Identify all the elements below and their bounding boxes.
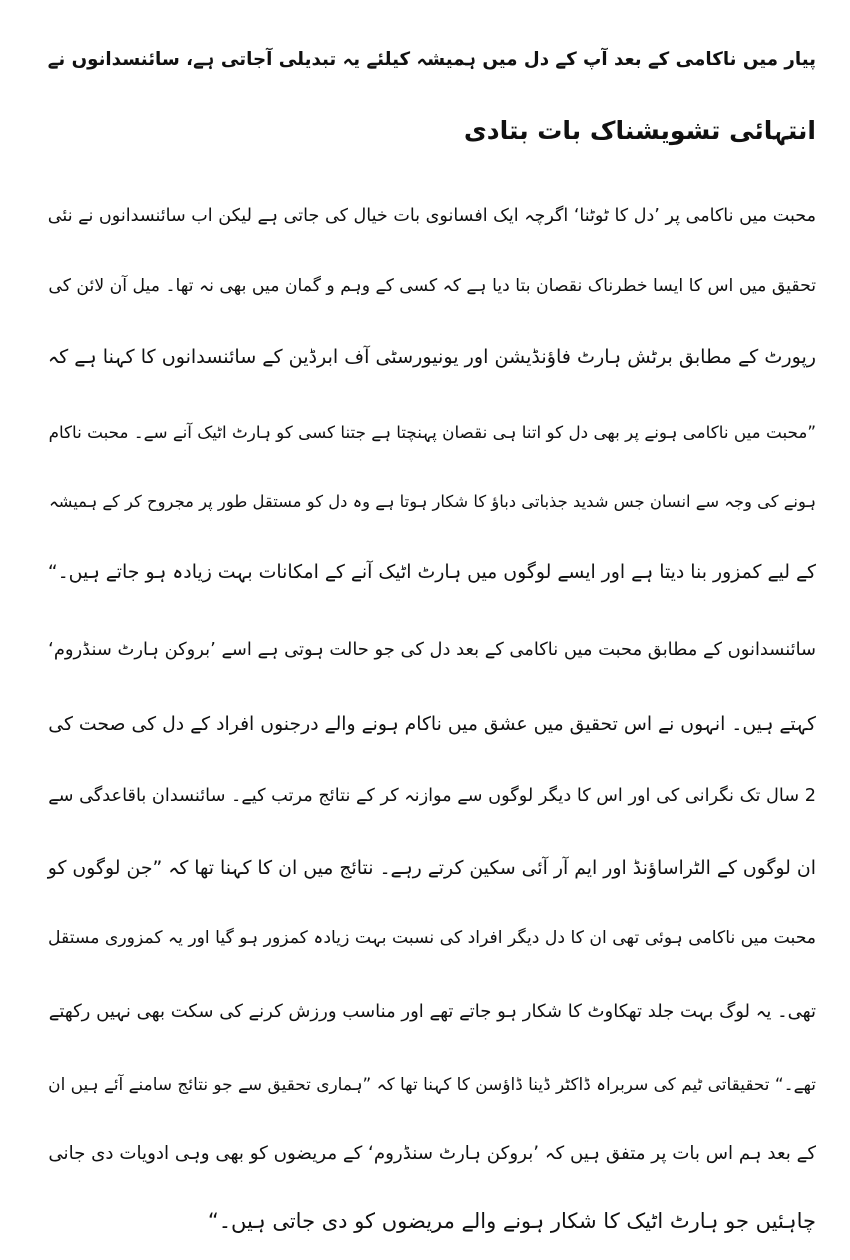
paragraph-line: ان لوگوں کے الٹراساؤنڈ اور ایم آر آئی سکین کرتے رہے۔ نتائج میں ان کا کہنا تھا کہ ”جن لوگوں کو	[47, 857, 816, 879]
paragraph-line: محبت میں ناکامی پر ’دل کا ٹوٹنا‘ اگرچہ ایک افسانوی بات خیال کی جاتی ہے لیکن اب سائنسدانوں نے نئی	[47, 206, 816, 226]
paragraph-line: تھی۔ یہ لوگ بہت جلد تھکاوٹ کا شکار ہو جاتے تھے اور مناسب ورزش کرنے کی سکت بھی نہیں رکھتے	[48, 1001, 816, 1022]
paragraph-line: کہتے ہیں۔ انہوں نے اس تحقیق میں عشق میں ناکام ہونے والے درجنوں افراد کے دل کی صحت کی	[48, 714, 816, 735]
paragraph-line: محبت میں ناکامی ہوئی تھی ان کا دل دیگر افراد کی نسبت بہت زیادہ کمزور ہو گیا اور یہ کمزوری مستقل	[48, 928, 816, 948]
paragraph-line: تحقیق میں اس کا ایسا خطرناک نقصان بتا دیا ہے کہ کسی کے وہم و گمان میں بھی نہ تھا۔ میل آن لائن کی	[48, 276, 816, 296]
paragraph-line: ہونے کی وجہ سے انسان جس شدید جذباتی دباؤ کا شکار ہوتا ہے وہ دل کو مستقل طور پر مجروح کر کے ہمیشہ	[49, 492, 816, 511]
paragraph-line: چاہئیں جو ہارٹ اٹیک کا شکار ہونے والے مریضوں کو دی جاتی ہیں۔“	[207, 1209, 816, 1233]
paragraph-line: تھے۔“ تحقیقاتی ٹیم کی سربراہ ڈاکٹر ڈینا ڈاؤسن کا کہنا تھا کہ ”ہماری تحقیق سے جو نتائج سامنے آئے ہیں ان	[48, 1074, 816, 1094]
paragraph-line: ”محبت میں ناکامی ہونے پر بھی دل کو اتنا ہی نقصان پہنچتا ہے جتنا کسی کو ہارٹ اٹیک آنے سے۔ محبت ناکام	[48, 422, 816, 442]
headline-line: پیار میں ناکامی کے بعد آپ کے دل میں ہمیشہ کیلئے یہ تبدیلی آجاتی ہے، سائنسدانوں نے	[47, 49, 816, 70]
paragraph-line: رپورٹ کے مطابق برٹش ہارٹ فاؤنڈیشن اور یونیورسٹی آف ابرڈین کے سائنسدانوں کا کہنا ہے کہ	[47, 345, 816, 368]
paragraph-line: کے لیے کمزور بنا دیتا ہے اور ایسے لوگوں میں ہارٹ اٹیک آنے کے امکانات بہت زیادہ ہو جاتے ہیں۔“	[47, 561, 816, 583]
paragraph-line: کے بعد ہم اس بات پر متفق ہیں کہ ’بروکن ہارٹ سنڈروم‘ کے مریضوں کو بھی وہی ادویات دی جانی	[48, 1143, 816, 1164]
paragraph-line: 2 سال تک نگرانی کی اور اس کا دیگر لوگوں سے موازنہ کر کے نتائج مرتب کیے۔ سائنسدان باقاعدگی سے	[48, 786, 816, 806]
paragraph-line: سائنسدانوں کے مطابق محبت میں ناکامی کے بعد دل کی جو حالت ہوتی ہے اسے ’بروکن ہارٹ سنڈروم‘	[48, 639, 816, 660]
headline-line: انتہائی تشویشناک بات بتادی	[463, 116, 816, 145]
